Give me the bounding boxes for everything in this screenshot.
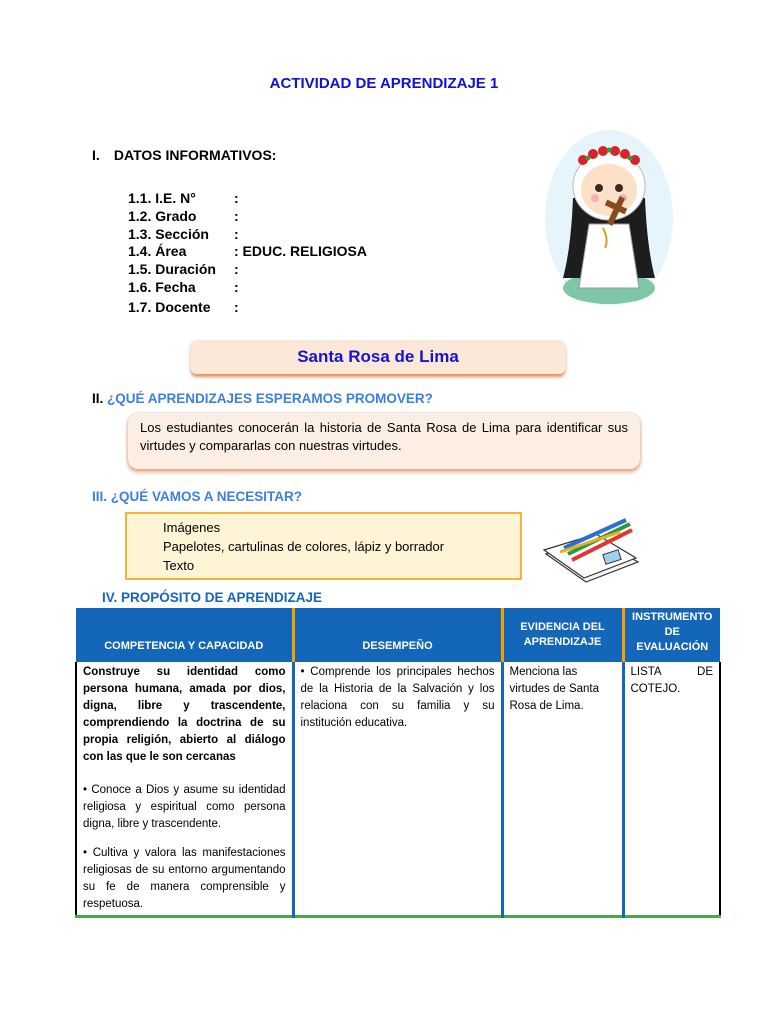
info-row-area — [128, 243, 367, 259]
competencia-text: Construye su identidad como persona humana, amada por dios, digna, libre y trascendente, comprendiendo la doctrina de su propia religión, abierto al diálogo con las que le son cercanas — [83, 666, 286, 763]
section-4-heading: IV. PROPÓSITO DE APRENDIZAJE — [102, 590, 323, 605]
section-1-number: I. — [92, 147, 100, 163]
info-label: 1.4. Área — [128, 243, 187, 259]
document-title: ACTIVIDAD DE APRENDIZAJE 1 — [269, 75, 499, 92]
header-desempeno: DESEMPEÑO — [293, 608, 502, 662]
info-label: 1.1. I.E. N° — [128, 190, 196, 206]
info-label: 1.3. Sección — [128, 226, 209, 242]
cell-evidencia: Menciona las virtudes de Santa Rosa de Lima. — [502, 662, 623, 917]
section-1-title: DATOS INFORMATIVOS: — [113, 147, 277, 163]
material-item: Imágenes — [163, 520, 221, 535]
capacidad-item: • Conoce a Dios y asume su identidad religiosa y espiritual como persona digna, libre y trascendente. — [83, 784, 286, 830]
cell-competencia — [76, 662, 293, 917]
info-row-ie — [128, 190, 239, 206]
info-value: : — [234, 190, 239, 206]
info-label: 1.7. Docente — [128, 299, 211, 315]
info-value: : — [234, 299, 239, 315]
info-value: : — [234, 261, 239, 277]
table-row — [76, 662, 720, 917]
table-header-row — [76, 608, 720, 662]
saint-rose-illustration — [543, 128, 677, 308]
header-evidencia: EVIDENCIA DEL APRENDIZAJE — [502, 608, 623, 662]
topic-title-box: Santa Rosa de Lima — [190, 340, 566, 374]
material-item: Texto — [163, 558, 195, 573]
info-row-docente — [128, 299, 239, 315]
info-value: : EDUC. RELIGIOSA — [234, 243, 368, 259]
info-value: : — [234, 208, 239, 224]
info-row-duracion — [128, 261, 239, 277]
header-competencia: COMPETENCIA Y CAPACIDAD — [76, 608, 293, 662]
info-row-grado — [128, 208, 239, 224]
learning-goal-box: Los estudiantes conocerán la historia de Santa Rosa de Lima para identificar sus virtudes y compararlas con nuestras virtudes. — [128, 413, 640, 469]
stationery-illustration — [540, 510, 644, 590]
capacidad-item: • Cultiva y valora las manifestaciones religiosas de su entorno argumentando su fe de manera comprensible y respetuosa. — [83, 847, 286, 910]
header-instrumento: INSTRUMENTO DE EVALUACIÓN — [623, 608, 720, 662]
info-label: 1.5. Duración — [128, 261, 216, 277]
info-value: : — [234, 279, 239, 295]
section-2-number: II. — [92, 391, 104, 406]
cell-instrumento: LISTA DE COTEJO. — [630, 666, 713, 695]
section-2-heading — [92, 391, 433, 406]
info-value: : — [234, 226, 239, 242]
info-row-fecha — [128, 279, 239, 295]
section-3-heading: III. ¿QUÉ VAMOS A NECESITAR? — [92, 489, 303, 504]
section-2-title: ¿QUÉ APRENDIZAJES ESPERAMOS PROMOVER? — [107, 391, 433, 406]
purpose-table — [75, 608, 721, 918]
info-label: 1.6. Fecha — [128, 279, 196, 295]
cell-desempeno: • Comprende los principales hechos de la Historia de la Salvación y los relaciona con su familia y su institución educativa. — [293, 662, 502, 917]
purpose-table-wrapper — [75, 608, 719, 918]
info-label: 1.2. Grado — [128, 208, 197, 224]
material-item: Papelotes, cartulinas de colores, lápiz y borrador — [163, 539, 445, 554]
materials-box — [125, 512, 522, 580]
section-1-heading — [92, 147, 276, 163]
info-row-seccion — [128, 226, 239, 242]
